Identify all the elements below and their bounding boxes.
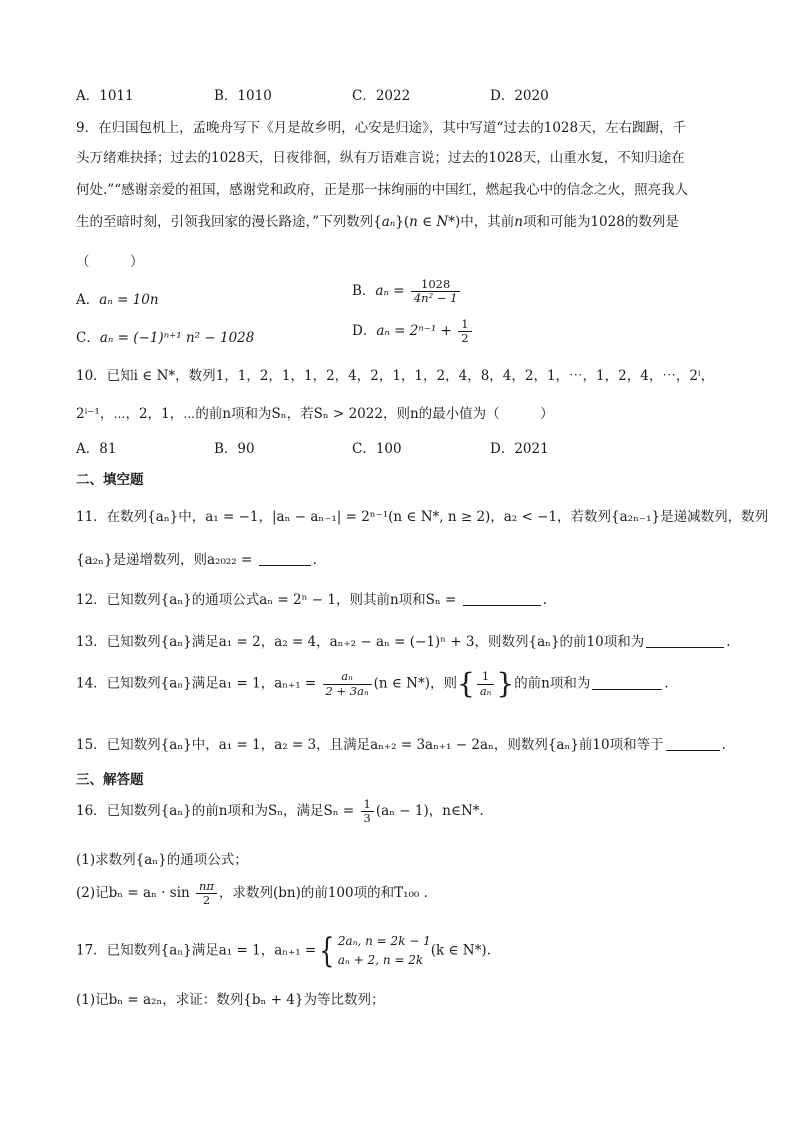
- q15-answer-blank[interactable]: [666, 736, 720, 751]
- q9-line-1: 9．在归国包机上，孟晚舟写下《月是故乡明，心安是归途》，其中写道“过去的1028天，左右踟蹰，千: [76, 120, 687, 136]
- q17-line: 17．已知数列{aₙ}满足a₁ = 1，aₙ₊₁ ={ 2aₙ, n = 2k − 1 aₙ + 2, n = 2k (k ∈ N*).: [76, 931, 491, 972]
- q8-option-a: A．1011: [76, 88, 134, 104]
- q9-line-3: 何处.”“感谢亲爱的祖国，感谢党和政府，正是那一抹绚丽的中国红，燃起我心中的信念之火，照亮我人: [76, 182, 689, 198]
- section-solution-heading: 三、解答题: [76, 772, 144, 788]
- q16-line: 16．已知数列{aₙ}的前n项和为Sₙ，满足Sₙ = $\frac{1}{3}$ (aₙ − 1)，n∈N*.: [76, 797, 484, 826]
- q9-line-4: 生的至暗时刻，引领我回家的漫长路途，”下列数列{aₙ}(n ∈ N*)中，其前n项和可能为1028的数列是: [76, 214, 679, 230]
- q14-answer-blank[interactable]: [592, 675, 662, 690]
- q16-sub-2: (2)记bₙ = aₙ · sin $\frac{n\pi}{2}$ ，求数列(bn)的前100项的和T₁₀₀ .: [76, 879, 428, 908]
- q9-option-a: A．aₙ = 10n: [76, 292, 159, 308]
- q14-line: 14．已知数列{aₙ}满足a₁ = 1，aₙ₊₁ = $\frac{\text{aₙ}}{\text{2 + 3aₙ}}$ (n ∈ N*)，则{ $\frac{1}{\text{aₙ}}$ }的前n项和为 .: [76, 667, 669, 700]
- q9-answer-paren: （ ）: [76, 254, 144, 270]
- q14-reciprocal-fraction: $\frac{1}{\text{aₙ}}$: [477, 670, 495, 697]
- q10-option-d: D．2021: [490, 441, 549, 457]
- q10-line-1: 10．已知i ∈ N*，数列1，1，2，1，1，2，4，2，1，1，2，4，8，4，2，1，⋯，1，2，4，⋯，2ⁱ，: [76, 368, 715, 384]
- q16-fraction: $\frac{1}{3}$: [361, 798, 374, 825]
- q10-option-a: A．81: [76, 441, 117, 457]
- q9-option-b: B．aₙ = $\frac{1028}{\text{4n² − 1}}$: [352, 278, 462, 305]
- q13-line: 13．已知数列{aₙ}满足a₁ = 2，a₂ = 4，aₙ₊₂ − aₙ = (−1)ⁿ + 3，则数列{aₙ}的前10项和为 .: [76, 634, 731, 650]
- q10-option-c: C．100: [352, 441, 402, 457]
- q12-line: 12．已知数列{aₙ}的通项公式aₙ = 2ⁿ − 1，则其前n项和Sₙ = .: [76, 592, 547, 608]
- q8-option-d: D．2020: [490, 88, 549, 104]
- q14-recurrence-fraction: $\frac{\text{aₙ}}{\text{2 + 3aₙ}}$: [323, 670, 372, 697]
- q16-sub-1: (1)求数列{aₙ}的通项公式；: [76, 852, 248, 868]
- q9-option-d: D．aₙ = 2ⁿ⁻¹ + $\frac{1}{2}$: [352, 318, 474, 345]
- q9-option-d-fraction: $\frac{1}{2}$: [458, 318, 471, 345]
- q17-cases: 2aₙ, n = 2k − 1 aₙ + 2, n = 2k: [337, 934, 431, 968]
- q10-line-2: 2ⁱ⁻¹，⋯，2，1，⋯的前n项和为Sₙ，若Sₙ > 2022，则n的最小值为（ ）: [76, 406, 554, 422]
- q11-answer-blank[interactable]: [259, 551, 311, 566]
- q11-line-2: {a₂ₙ}是递增数列，则a₂₀₂₂ = .: [76, 552, 317, 568]
- q9-line-2: 头万绪难抉择；过去的1028天，日夜徘徊，纵有万语难言说；过去的1028天，山重水复，不知归途在: [76, 150, 685, 166]
- section-fill-in-heading: 二、填空题: [76, 472, 144, 488]
- q17-sub-1: (1)记bₙ = a₂ₙ，求证：数列{bₙ + 4}为等比数列；: [76, 992, 385, 1008]
- q15-line: 15．已知数列{aₙ}中，a₁ = 1，a₂ = 3，且满足aₙ₊₂ = 3aₙ₊₁ − 2aₙ，则数列{aₙ}前10项和等于 .: [76, 737, 726, 753]
- q8-option-b: B．1010: [214, 88, 272, 104]
- q10-option-b: B．90: [214, 441, 255, 457]
- q8-option-c: C．2022: [352, 88, 411, 104]
- q16-sine-fraction: $\frac{n\pi}{2}$: [196, 880, 217, 907]
- q11-line-1: 11．在数列{aₙ}中，a₁ = −1，|aₙ − aₙ₋₁| = 2ⁿ⁻¹(n ∈ N*, n ≥ 2)，a₂ < −1，若数列{a₂ₙ₋₁}是递减数列，数列: [76, 509, 769, 525]
- q13-answer-blank[interactable]: [646, 633, 724, 648]
- q12-answer-blank[interactable]: [463, 591, 541, 606]
- q9-option-c: C．aₙ = (−1)ⁿ⁺¹ n² − 1028: [76, 330, 255, 346]
- q9-option-b-fraction: $\frac{1028}{\text{4n² − 1}}$: [411, 278, 461, 305]
